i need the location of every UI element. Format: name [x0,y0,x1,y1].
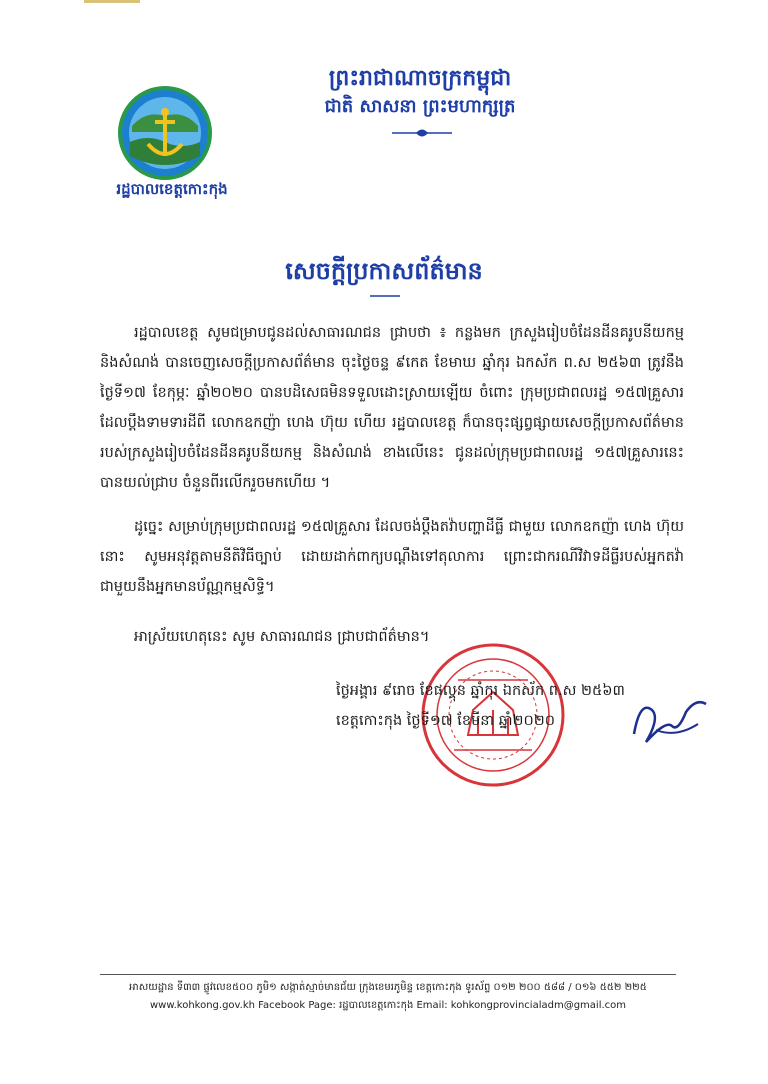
header-ornament-icon [392,126,452,140]
emblem-icon [118,86,212,180]
body-paragraph-3 [100,622,684,652]
solar-date: ខេត្តកោះកុង ថ្ងៃទី១៧ ខែមីនា ឆ្នាំ២០២០ [336,713,556,729]
kingdom-title: ព្រះរាជាណាចក្រកម្ពុជា [328,66,512,91]
body-paragraph-2 [100,512,684,602]
paragraph-text: អាស្រ័យហេតុនេះ សូម សាធារណជន ជ្រាបជាព័ត៌មាន។ [134,629,430,645]
title-ornament-icon [370,292,400,300]
lunar-date: ថ្ងៃអង្គារ ៩រោច ខែផល្គុន ឆ្នាំកុរ ឯកស័ក ព.ស ២៥៦៣ [336,683,625,699]
provincial-emblem-logo [118,86,212,180]
issuing-authority: រដ្ឋបាលខេត្តកោះកុង [116,180,228,198]
paragraph-text: រដ្ឋបាលខេត្ត សូមជម្រាបជូនដល់សាធារណជន ជ្រាបថា ៖ កន្លងមក ក្រសួងរៀបចំដែនដីនគរូបនីយកម្ម និងសំណង់ បានចេញសេចក្តីប្រកាសព័ត៌មាន ចុះថ្ងៃចន្ទ ៩កេត ខែមាឃ ឆ្នាំកុរ ឯកស័ក ព.ស ២៥៦៣ ត្រូវនឹងថ្ងៃទី១៧ ខែកុម្ភៈ ឆ្នាំ២០២០ បានបដិសេធមិនទទួលដោះស្រាយឡើយ ចំពោះ ក្រុមប្រជាពលរដ្ឋ ១៥៧គ្រួសារ ដែលប្តឹងទាមទារដីពី លោកឧកញ៉ា ហេង ហ៊ុយ ហើយ រដ្ឋបាលខេត្ត ក៏បានចុះផ្សព្វផ្សាយសេចក្តីប្រកាសព័ត៌មានរបស់ក្រសួងរៀបចំដែនដីនគរូបនីយកម្ម និងសំណង់ ខាងលើនេះ ជូនដល់ក្រុមប្រជាពលរដ្ឋ ១៥៧គ្រួសារនេះ បានយល់ជ្រាប ចំនួនពីរលើករួចមកហើយ ។ [100,325,684,491]
signature-icon [626,690,716,750]
top-edge-mark [84,0,140,3]
footer-divider [100,974,676,975]
footer-contact: www.kohkong.gov.kh Facebook Page: រដ្ឋបាលខេត្តកោះកុង Email: kohkongprovincialadm@gmail.com [149,1000,627,1011]
paragraph-text: ដូច្នេះ សម្រាប់ក្រុមប្រជាពលរដ្ឋ ១៥៧គ្រួសារ ដែលចង់ប្តឹងតវ៉ាបញ្ហាដីធ្លី ជាមួយ លោកឧកញ៉ា ហេង ហ៊ុយ នោះ សូមអនុវត្តតាមនីតិវិធីច្បាប់ ដោយដាក់ពាក្យបណ្តឹងទៅតុលាការ ព្រោះជាករណីវិវាទដីធ្លីរបស់អ្នកតវ៉ា ជាមួយនឹងអ្នកមានប័ណ្ណកម្មសិទ្ធិ។ [100,519,684,595]
document-title: សេចក្តីប្រកាសព័ត៌មាន [285,257,483,285]
national-motto: ជាតិ សាសនា ព្រះមហាក្សត្រ [324,96,516,117]
body-paragraph-1 [100,318,684,498]
footer-address: អាសយដ្ឋាន ទី៣៣ ផ្លូវលេខ៥០០ ភូមិ១ សង្កាត់ស្មាច់មានជ័យ ក្រុងខេមរភូមិន្ទ ខេត្តកោះកុង ទូរស័ព្ទ ០១២ ២០០ ៥៨៨ / ០១៦ ៥៥២ ២២៥ [129,982,647,993]
